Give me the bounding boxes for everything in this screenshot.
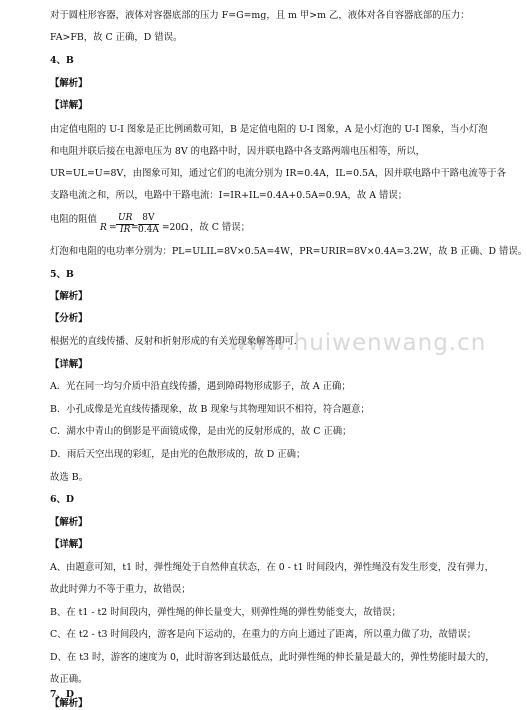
text-line: A、由题意可知，t1 时，弹性绳处于自然伸直状态，在 0 - t1 时间段内，弹性绳没有发生形变，没有弹力， — [50, 562, 495, 573]
section-label: 【解析】 — [50, 78, 88, 89]
text-line: UR=UL=U=8V，由图象可知，通过它们的电流分别为 IR=0.4A，IL=0.5A，因并联电路中干路电流等于各 — [50, 168, 507, 179]
text-line: 故选 B。 — [50, 472, 88, 483]
answer-heading: 6、D — [50, 494, 75, 505]
formula-denominator: 0.4A — [138, 225, 159, 235]
text-line: D．雨后天空出现的彩虹，是由光的色散形成的，故 D 正确； — [50, 449, 306, 460]
formula-numerator: 8V — [138, 213, 159, 225]
text-line: 由定值电阻的 U-I 图象是正比例函数可知，B 是定值电阻的 U-I 图象，A 是小灯泡的 U-I 图象，当小灯泡 — [50, 124, 488, 135]
text-line: 根据光的直线传播、反射和折射形成的有关光现象解答即可. — [50, 336, 297, 347]
formula-equals: = — [131, 223, 139, 233]
section-label: 【解析】 — [50, 291, 88, 302]
answer-heading: 5、B — [50, 269, 74, 280]
section-label: 【详解】 — [50, 100, 88, 111]
formula-equals: = — [109, 223, 117, 233]
text-line: 灯泡和电阻的电功率分别为：PL=ULIL=8V×0.5A=4W，PR=URIR=8V×0.4A=3.2W，故 B 正确、D 错误。 — [50, 246, 527, 257]
answer-heading: 4、B — [50, 55, 74, 66]
answer-heading: 7、D — [50, 689, 75, 700]
text-line: 故正确。 — [50, 674, 88, 685]
text-line: C、在 t2 - t3 时间段内，游客是向下运动的，在重力的方向上通过了距离，所以重力做了功，故错误； — [50, 629, 477, 640]
section-label: 【解析】 — [50, 698, 88, 709]
text-line: 支路电流之和，所以，电路中干路电流：I=IR+IL=0.4A+0.5A=0.9A，故 A 错误； — [50, 190, 408, 201]
formula-numerator: UR — [118, 213, 133, 223]
text-line: C．湖水中青山的倒影是平面镜成像，是由光的反射形成的，故 C 正确； — [50, 426, 352, 437]
text-line: B．小孔成像是光直线传播现象，故 B 现象与其物理知识不相符，符合题意； — [50, 404, 370, 415]
section-label: 【详解】 — [50, 539, 88, 550]
text-line: 电阻的阻值 — [50, 214, 97, 225]
section-label: 【详解】 — [50, 359, 88, 370]
text-line: 对于圆柱形容器，液体对容器底部的压力 F=G=mg，且 m 甲>m 乙，液体对各自容器底部的压力： — [50, 10, 470, 21]
text-line: A．光在同一均匀介质中沿直线传播，遇到障碍物形成影子，故 A 正确； — [50, 381, 351, 392]
formula-fraction-numeric — [138, 213, 159, 236]
watermark: www.huiwenwang.cn — [228, 330, 487, 356]
text-line: FA>FB，故 C 正确，D 错误。 — [50, 32, 183, 43]
resistance-formula — [100, 213, 200, 243]
section-label: 【解析】 — [50, 517, 88, 528]
section-label: 【分析】 — [50, 313, 88, 324]
text-line: 和电阻并联后接在电源电压为 8V 的电路中时，因并联电路中各支路两端电压相等，所以， — [50, 146, 425, 157]
text-line: ，故 C 错误； — [190, 222, 251, 233]
text-line: B、在 t1 - t2 时间段内，弹性绳的伸长量变大，则弹性绳的弹性势能变大，故错误； — [50, 607, 401, 618]
text-line: D、在 t3 时，游客的速度为 0，此时游客到达最低点，此时弹性绳的伸长量是最大的，弹性势能时最大的， — [50, 652, 495, 663]
text-line: 故此时弹力不等于重力，故错误； — [50, 584, 191, 595]
formula-denominator: IR — [120, 225, 131, 235]
formula-lhs: R — [100, 223, 107, 233]
formula-result: =20Ω — [162, 223, 189, 233]
